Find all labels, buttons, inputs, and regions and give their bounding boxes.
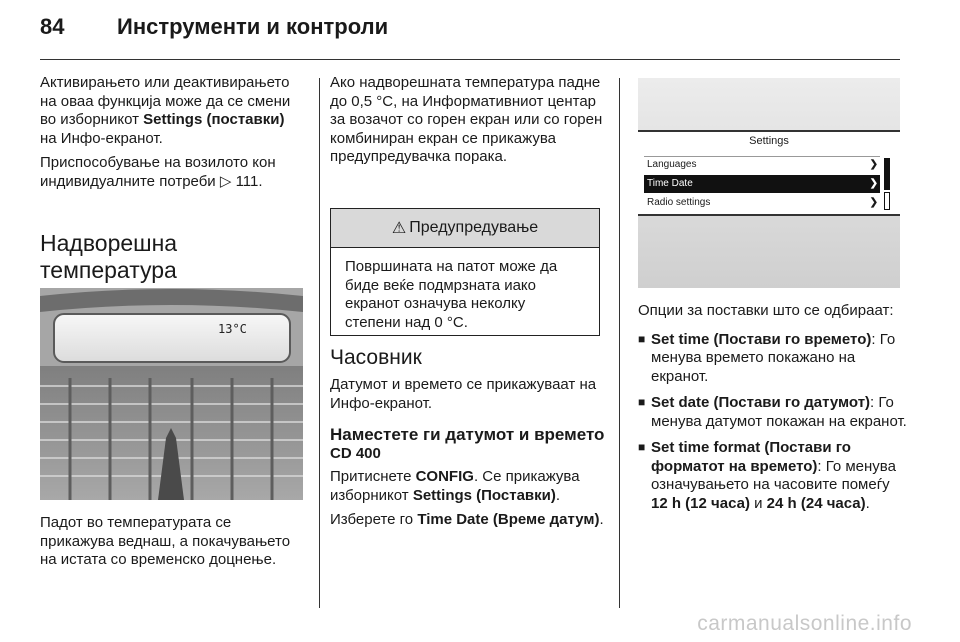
- paragraph-press-config: Притиснете CONFIG. Се прикажува изборникот Settings (Поставки).: [330, 468, 580, 504]
- menu-item-languages[interactable]: Languages ❯: [644, 156, 880, 174]
- paragraph-personalization: Приспособување на возилото кон индивидуалните потреби ▷ 111.: [40, 154, 276, 190]
- warning-body: Површината на патот може да биде веќе подмрзната иако екранот означува неколку степени над 0 °C.: [345, 258, 558, 331]
- list-item: ■ Set time (Постави го времето): Го менува времето покажано на екранот.: [638, 330, 896, 385]
- menu-item-time-date[interactable]: Time Date ❯: [644, 175, 880, 193]
- column-divider-2: [619, 78, 620, 608]
- settings-menu-term: Settings (поставки): [143, 111, 285, 128]
- settings-screen-title: Settings: [749, 135, 789, 147]
- settings-menu-term-2: Settings (Поставки): [412, 486, 556, 504]
- chevron-right-icon: ❯: [869, 197, 878, 208]
- page-reference-link[interactable]: 111: [235, 172, 259, 190]
- paragraph-options-intro: Опции за поставки што се одбираат:: [638, 302, 894, 319]
- column-3-text: [638, 302, 908, 513]
- model-label: CD 400: [330, 445, 381, 462]
- temperature-readout: 13°C: [218, 322, 247, 336]
- scrollbar-track[interactable]: [884, 192, 890, 210]
- column-1: [40, 74, 305, 191]
- heading-outside-temperature: Надворешна температура: [40, 230, 178, 283]
- paragraph-temperature-delay: Падот во температурата се прикажува веднаш, а покачувањето на истата со временско доцнење.: [40, 514, 291, 568]
- time-date-term: Time Date (Време датум): [417, 511, 600, 528]
- list-item: ■ Set time format (Постави го форматот на времето): Го менува означувањето на часовите помеѓу 12 h (12 часа) и 24 h (24 часа).: [638, 439, 896, 512]
- chevron-right-icon: ❯: [869, 159, 878, 170]
- scrollbar-thumb[interactable]: [884, 158, 890, 190]
- menu-item-radio-settings[interactable]: Radio settings ❯: [644, 194, 880, 212]
- header-divider: [40, 59, 900, 60]
- bullet-square-icon: ■: [638, 440, 646, 454]
- list-item: ■ Set date (Постави го датумот): Го менува датумот покажан на екранот.: [638, 394, 907, 430]
- paragraph-frost-warning: Ако надворешната температура падне до 0,5 °C, на Информативниот центар за возачот со горен екран или со горен комбиниран екран се прикажува предупредувачка порака.: [330, 74, 603, 165]
- dashboard-illustration: [40, 288, 303, 500]
- config-button-term: CONFIG: [415, 468, 474, 485]
- column-divider-1: [319, 78, 320, 608]
- page-number: 84: [40, 14, 65, 39]
- warning-title: Предупредување: [409, 219, 539, 236]
- warning-icon: ⚠: [391, 220, 407, 237]
- option-set-time: Set time (Постави го времето): [651, 330, 872, 348]
- heading-clock: Часовник: [330, 346, 422, 369]
- heading-set-date-time: Наместете ги датумот и времето: [330, 425, 605, 444]
- option-set-time-format: Set time format (Постави го форматот на времето): [651, 439, 851, 475]
- watermark: carmanualsonline.info: [697, 612, 912, 635]
- section-clock: [330, 346, 605, 530]
- paragraph-select-time-date: Изберете го Time Date (Време датум).: [330, 511, 604, 528]
- bullet-square-icon: ■: [638, 331, 646, 346]
- bullet-square-icon: ■: [638, 395, 646, 409]
- warning-header: [331, 209, 599, 248]
- instrument-cluster-photo: [40, 288, 303, 500]
- page-title: Инструменти и контроли: [117, 14, 389, 39]
- settings-screen-illustration: [638, 78, 900, 288]
- paragraph-activation: Активирањето или деактивирањето на оваа функција може да се смени во изборникот Settings (поставки) на Инфо-екранот.: [40, 74, 291, 147]
- page-ref-icon: ▷: [219, 172, 232, 190]
- option-set-date: Set date (Постави го датумот): [651, 394, 871, 411]
- paragraph-clock: Датумот и времето се прикажуваат на Инфо-екранот.: [330, 376, 597, 412]
- chevron-right-icon: ❯: [869, 178, 878, 189]
- warning-box: [330, 208, 600, 336]
- settings-screen: [638, 130, 900, 216]
